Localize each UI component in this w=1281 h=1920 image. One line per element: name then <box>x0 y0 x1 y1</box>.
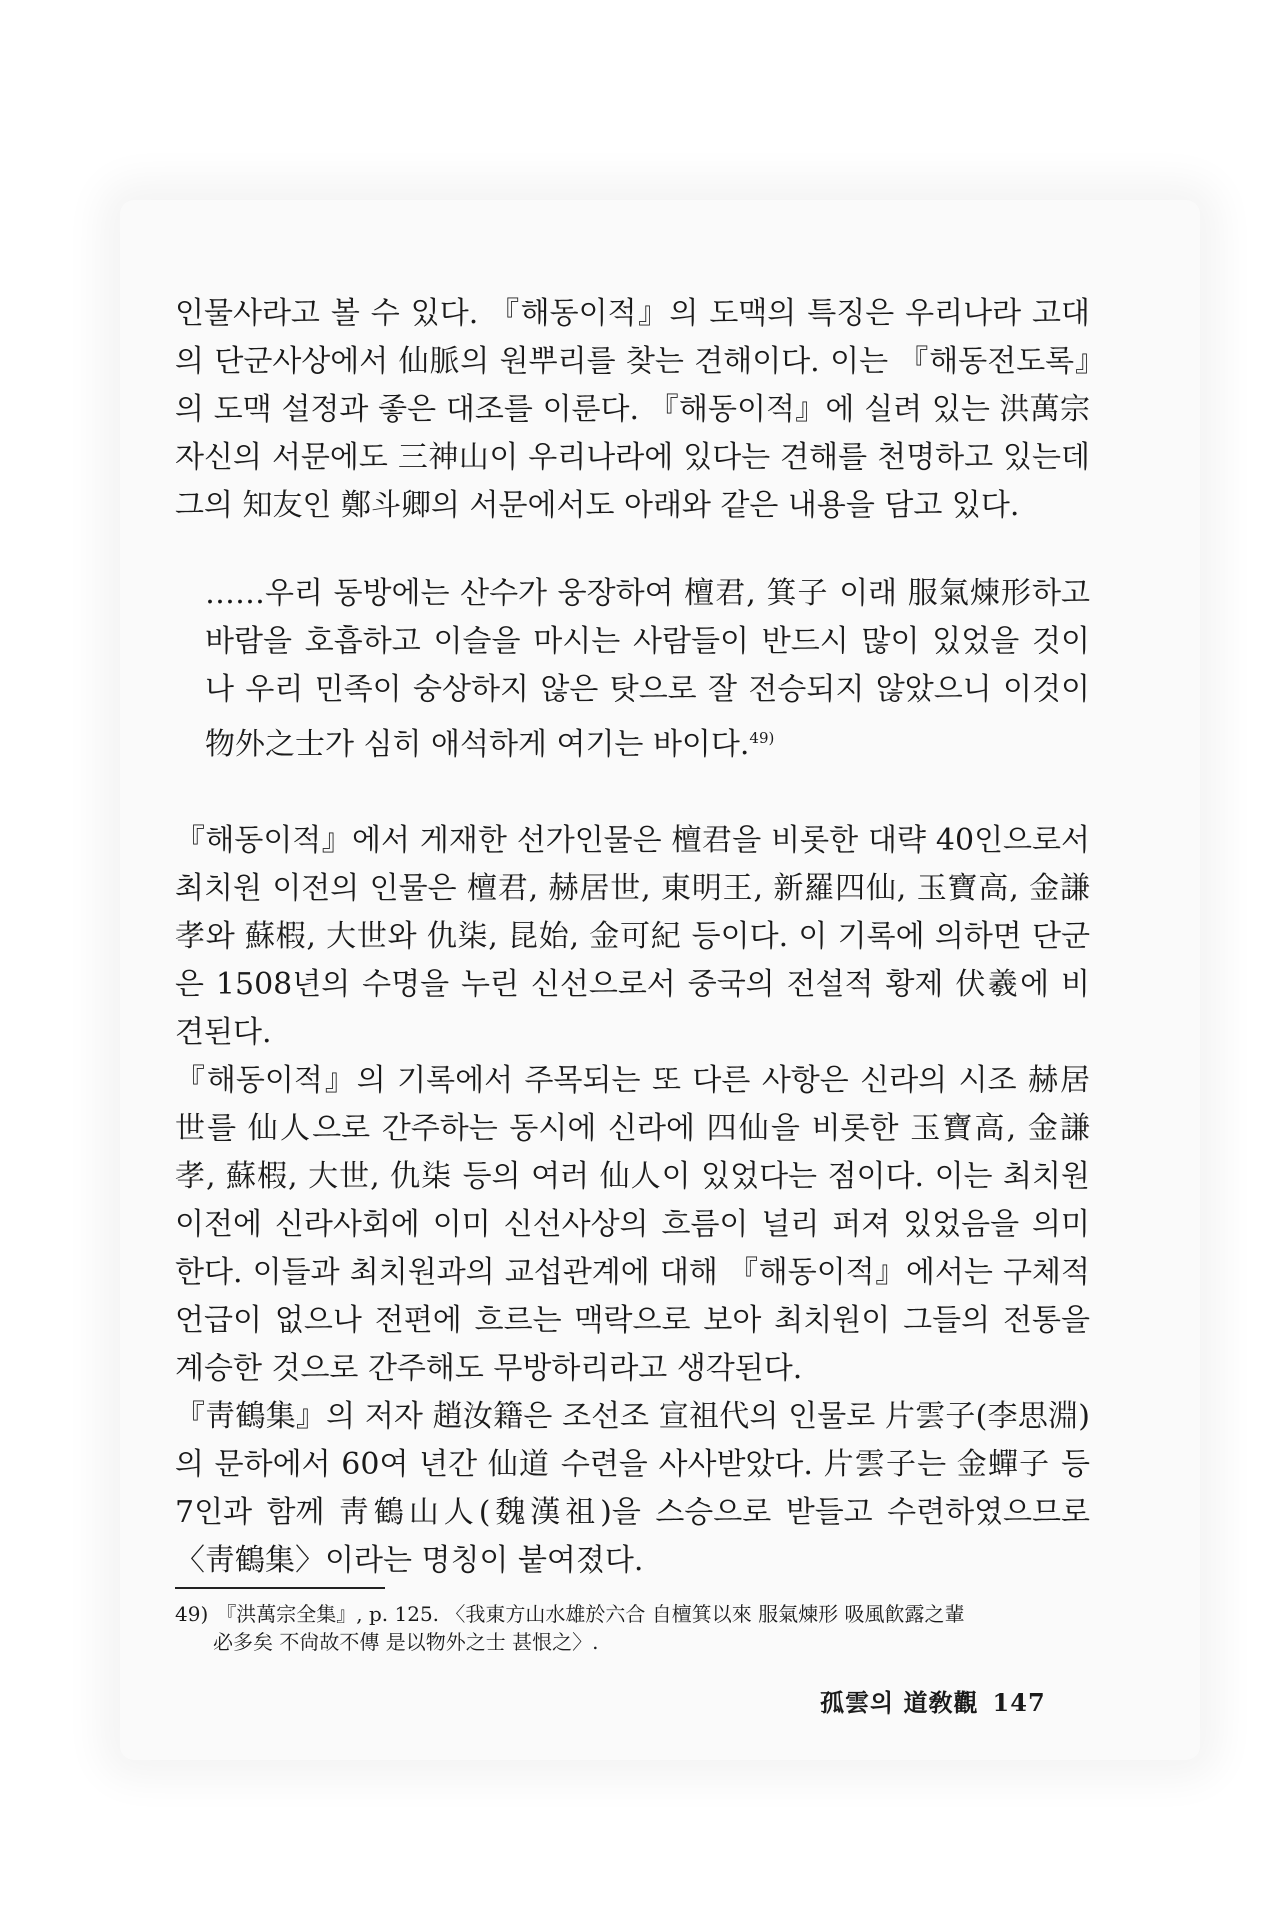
running-footer <box>820 1683 1046 1718</box>
body-paragraph-1: 인물사라고 볼 수 있다. 『해동이적』의 도맥의 특징은 우리나라 고대의 단군사상에서 仙脈의 원뿌리를 찾는 견해이다. 이는 『해동전도록』의 도맥 설정과 좋은 대조를 이룬다. 『해동이적』에 실려 있는 洪萬宗 자신의 서문에도 三神山이 우리나라에 있다는 견해를 천명하고 있는데 그의 知友인 鄭斗卿의 서문에서도 아래와 같은 내용을 담고 있다. <box>175 296 1090 523</box>
page-number: 147 <box>992 1688 1046 1717</box>
running-title: 孤雲의 道敎觀 <box>820 1688 979 1717</box>
footnote <box>175 1600 1090 1656</box>
spacer <box>175 769 1090 817</box>
page-body <box>175 290 1090 1585</box>
quote-footnote-ref: 49) <box>749 729 775 747</box>
footnote-number: 49) <box>175 1602 209 1626</box>
body-paragraph-2: 『해동이적』에서 게재한 선가인물은 檀君을 비롯한 대략 40인으로서 최치원 이전의 인물은 檀君, 赫居世, 東明王, 新羅四仙, 玉寶高, 金謙孝와 蘇椵, 大世와 仇柒, 昆始, 金可紀 등이다. 이 기록에 의하면 단군은 1508년의 수명을 누린 신선으로서 중국의 전설적 황제 伏羲에 비견된다. <box>175 823 1090 1050</box>
quote-text: ……우리 동방에는 산수가 웅장하여 檀君, 箕子 이래 服氣煉形하고 바람을 호흡하고 이슬을 마시는 사람들이 반드시 많이 있었을 것이나 우리 민족이 숭상하지 않은 탓으로 잘 전승되지 않았으니 이것이 物外之士가 심히 애석하게 여기는 바이다. <box>205 576 1090 762</box>
footnote-line-2: 必多矣 不尙故不傳 是以物外之士 甚恨之〉. <box>213 1630 599 1654</box>
block-quote <box>175 570 1090 769</box>
body-paragraph-3: 『해동이적』의 기록에서 주목되는 또 다른 사항은 신라의 시조 赫居世를 仙人으로 간주하는 동시에 신라에 四仙을 비롯한 玉寶高, 金謙孝, 蘇椵, 大世, 仇柒 등의 여러 仙人이 있었다는 점이다. 이는 최치원 이전에 신라사회에 이미 신선사상의 흐름이 널리 퍼져 있었음을 의미한다. 이들과 최치원과의 교섭관계에 대해 『해동이적』에서는 구체적 언급이 없으나 전편에 흐르는 맥락으로 보아 최치원이 그들의 전통을 계승한 것으로 간주해도 무방하리라고 생각된다. <box>175 1063 1090 1386</box>
footnote-line-1: 『洪萬宗全集』, p. 125. 〈我東方山水雄於六合 自檀箕以來 服氣煉形 吸風飮露之輩 <box>216 1602 965 1626</box>
spacer <box>175 530 1090 570</box>
body-paragraph-4: 『靑鶴集』의 저자 趙汝籍은 조선조 宣祖代의 인물로 片雲子(李思淵)의 문하에서 60여 년간 仙道 수련을 사사받았다. 片雲子는 金蟬子 등 7인과 함께 靑鶴山人(魏漢祖)을 스승으로 받들고 수련하였으므로 〈靑鶴集〉이라는 명칭이 붙여졌다. <box>175 1399 1090 1578</box>
footnote-divider <box>175 1587 385 1589</box>
